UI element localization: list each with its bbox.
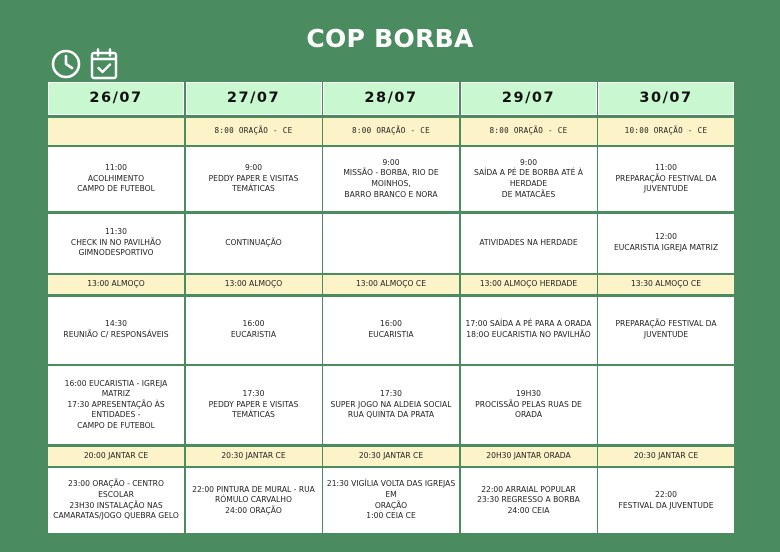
lunch-band-cell: 13:00 ALMOÇO CE	[323, 275, 459, 294]
activity-cell: 16:00 EUCARISTIA	[186, 297, 322, 364]
activity-cell: 11:00 PREPARAÇÃO FESTIVAL DA JUVENTUDE	[598, 147, 734, 211]
activity-cell: CONTINUAÇÃO	[186, 214, 322, 273]
prayer-band-cell: 8:00 ORAÇÃO - CE	[186, 118, 322, 145]
lunch-band-cell: 13:00 ALMOÇO	[48, 275, 184, 294]
activity-cell	[598, 366, 734, 444]
activity-cell: 9:00 MISSÃO - BORBA, RIO DE MOINHOS, BARRO BRANCO E NORA	[323, 147, 459, 211]
activity-cell: 11:00 ACOLHIMENTO CAMPO DE FUTEBOL	[48, 147, 184, 211]
activity-cell: 16:00 EUCARISTIA	[323, 297, 459, 364]
page-title: COP BORBA	[306, 24, 474, 53]
activity-cell: 22:00 ARRAIAL POPULAR 23:30 REGRESSO A BORBA 24:00 CEIA	[461, 468, 597, 533]
dinner-band-cell: 20:30 JANTAR CE	[323, 447, 459, 466]
prayer-band-cell: 8:00 ORAÇÃO - CE	[323, 118, 459, 145]
dinner-band-cell: 20:30 JANTAR CE	[186, 447, 322, 466]
dinner-band-cell: 20:00 JANTAR CE	[48, 447, 184, 466]
lunch-band-cell: 13:30 ALMOÇO CE	[598, 275, 734, 294]
activity-cell	[323, 214, 459, 273]
calendar-check-icon	[90, 48, 118, 80]
activity-cell: 17:30 SUPER JOGO NA ALDEIA SOCIAL RUA QUINTA DA PRATA	[323, 366, 459, 444]
day-header: 29/07	[461, 82, 597, 115]
activity-cell: 22:00 PINTURA DE MURAL - RUA RÓMULO CARVALHO 24:00 ORAÇÃO	[186, 468, 322, 533]
schedule-table	[48, 82, 734, 533]
dinner-band-cell: 20:30 JANTAR CE	[598, 447, 734, 466]
activity-cell: 22:00 FESTIVAL DA JUVENTUDE	[598, 468, 734, 533]
dinner-band-cell: 20H30 JANTAR ORADA	[461, 447, 597, 466]
activity-cell: 16:00 EUCARISTIA - IGREJA MATRIZ 17:30 APRESENTAÇÃO ÀS ENTIDADES - CAMPO DE FUTEBOL	[48, 366, 184, 444]
activity-cell: PREPARAÇÃO FESTIVAL DA JUVENTUDE	[598, 297, 734, 364]
activity-cell: 17:00 SAÍDA A PÉ PARA A ORADA 18:0O EUCARISTIA NO PAVILHÃO	[461, 297, 597, 364]
activity-cell: 11:30 CHECK IN NO PAVILHÃO GIMNODESPORTIVO	[48, 214, 184, 273]
activity-cell: 17:30 PEDDY PAPER E VISITAS TEMÁTICAS	[186, 366, 322, 444]
prayer-band-cell: 8:00 ORAÇÃO - CE	[461, 118, 597, 145]
activity-cell: ATIVIDADES NA HERDADE	[461, 214, 597, 273]
activity-cell: 23:00 ORAÇÃO - CENTRO ESCOLAR 23H30 INSTALAÇÃO NAS CAMARATAS/JOGO QUEBRA GELO	[48, 468, 184, 533]
activity-cell: 12:00 EUCARISTIA IGREJA MATRIZ	[598, 214, 734, 273]
activity-cell: 9:00 SAÍDA A PÉ DE BORBA ATÉ À HERDADE DE MATACÃES	[461, 147, 597, 211]
day-header: 26/07	[48, 82, 184, 115]
day-header: 30/07	[598, 82, 734, 115]
prayer-band-cell: 10:00 ORAÇÃO - CE	[598, 118, 734, 145]
lunch-band-cell: 13:00 ALMOÇO HERDADE	[461, 275, 597, 294]
activity-cell: 14:30 REUNIÃO C/ RESPONSÁVEIS	[48, 297, 184, 364]
activity-cell: 21:30 VIGÍLIA VOLTA DAS IGREJAS EM ORAÇÃO 1:00 CEIA CE	[323, 468, 459, 533]
clock-icon	[51, 49, 81, 79]
day-header: 28/07	[323, 82, 459, 115]
lunch-band-cell: 13:00 ALMOÇO	[186, 275, 322, 294]
activity-cell: 9:00 PEDDY PAPER E VISITAS TEMÁTICAS	[186, 147, 322, 211]
prayer-band-cell	[48, 118, 184, 145]
day-header: 27/07	[186, 82, 322, 115]
activity-cell: 19H30 PROCISSÃO PELAS RUAS DE ORADA	[461, 366, 597, 444]
